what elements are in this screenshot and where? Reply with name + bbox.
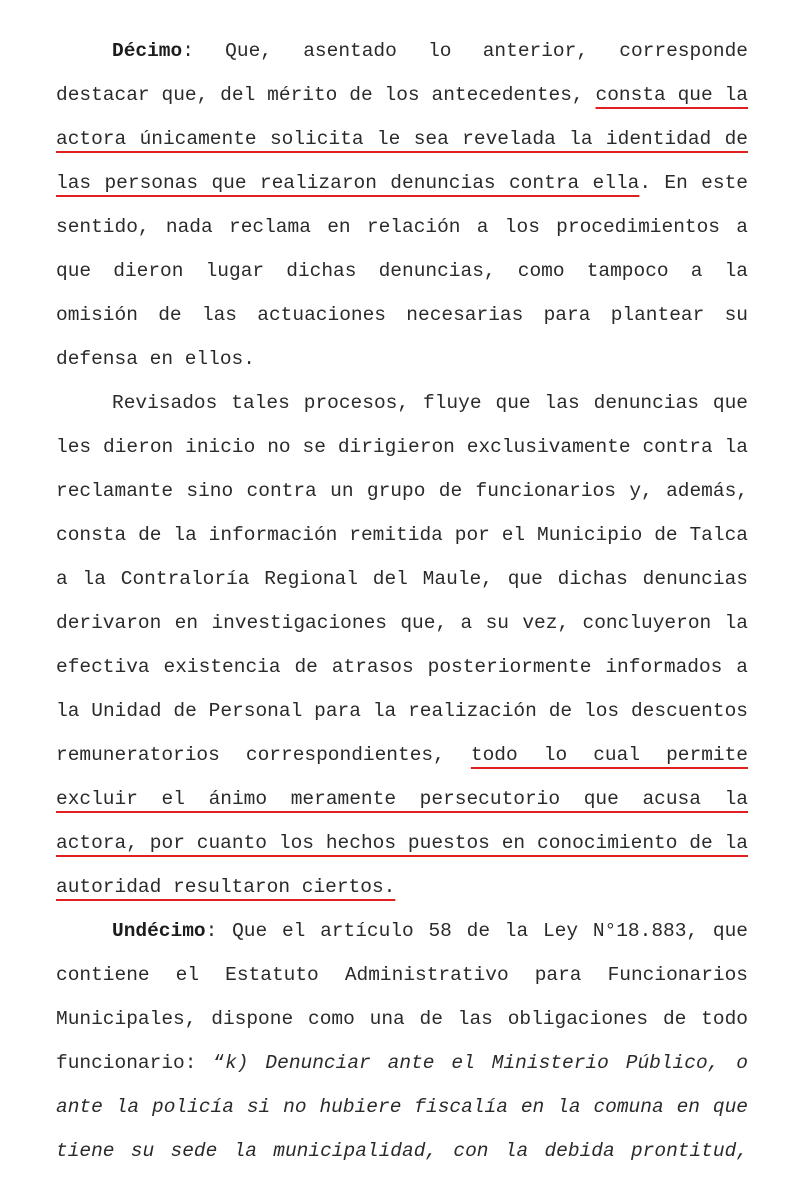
paragraph-10b-line-7: efectiva existencia de atrasos posteriormente informados a	[56, 656, 748, 678]
paragraph-11-heading: Undécimo	[112, 920, 206, 942]
quoted-law-text: k) Denunciar ante el Ministerio Público, o	[225, 1052, 749, 1074]
paragraph-10-line-3: actora únicamente solicita le sea revelada la identidad de	[56, 128, 748, 150]
paragraph-10-heading: Décimo	[112, 40, 183, 62]
paragraph-10-line-5: sentido, nada reclama en relación a los procedimientos a	[56, 216, 748, 238]
paragraph-10b-line-2: les dieron inicio no se dirigieron exclusivamente contra la	[56, 436, 748, 458]
paragraph-10b-line-1: Revisados tales procesos, fluye que las denuncias que	[112, 392, 748, 414]
paragraph-10b-line-12	[56, 872, 748, 902]
paragraph-10b-line-10: excluir el ánimo meramente persecutorio que acusa la	[56, 788, 748, 810]
paragraph-10b-line-6: derivaron en investigaciones que, a su vez, concluyeron la	[56, 612, 748, 634]
paragraph-10b-line-11: actora, por cuanto los hechos puestos en conocimiento de la	[56, 832, 748, 854]
paragraph-11-line-5	[56, 1092, 748, 1122]
paragraph-10-line-7: omisión de las actuaciones necesarias para plantear su	[56, 304, 748, 326]
paragraph-10-line-1: Décimo: Que, asentado lo anterior, corresponde	[112, 40, 748, 62]
paragraph-11-line-1: Undécimo: Que el artículo 58 de la Ley N°18.883, que	[112, 920, 748, 942]
paragraph-10-line-4: las personas que realizaron denuncias contra ella. En este	[56, 172, 748, 194]
highlight-underline: consta que la	[595, 84, 748, 106]
paragraph-10-line-8: defensa en ellos.	[56, 348, 255, 370]
paragraph-10-line-6: que dieron lugar dichas denuncias, como tampoco a la	[56, 260, 748, 282]
paragraph-10b-line-9: remuneratorios correspondientes, todo lo cual permite	[56, 744, 748, 766]
quoted-law-text: tiene su sede la municipalidad, con la debida prontitud,	[56, 1140, 748, 1162]
paragraph-10b-line-8: la Unidad de Personal para la realización de los descuentos	[56, 700, 748, 722]
paragraph-10b-line-3: reclamante sino contra un grupo de funcionarios y, además,	[56, 480, 748, 502]
paragraph-11-line-3: Municipales, dispone como una de las obligaciones de todo	[56, 1008, 748, 1030]
paragraph-10b-line-5: a la Contraloría Regional del Maule, que dichas denuncias	[56, 568, 748, 590]
quoted-law-text: ante la policía si no hubiere fiscalía en la comuna en que	[56, 1096, 748, 1118]
paragraph-11-line-4: funcionario: “k) Denunciar ante el Ministerio Público, o	[56, 1052, 749, 1074]
highlight-underline: todo lo cual permite	[470, 744, 748, 766]
highlight-underline: las personas que realizaron denuncias contra ella	[56, 172, 640, 194]
paragraph-10b-line-4: consta de la información remitida por el Municipio de Talca	[56, 524, 748, 546]
highlight-underline: autoridad resultaron ciertos.	[56, 876, 396, 898]
paragraph-11-line-6	[56, 1136, 748, 1166]
paragraph-10-line-2: destacar que, del mérito de los antecedentes, consta que la	[56, 84, 748, 106]
paragraph-11-line-2: contiene el Estatuto Administrativo para Funcionarios	[56, 964, 748, 986]
